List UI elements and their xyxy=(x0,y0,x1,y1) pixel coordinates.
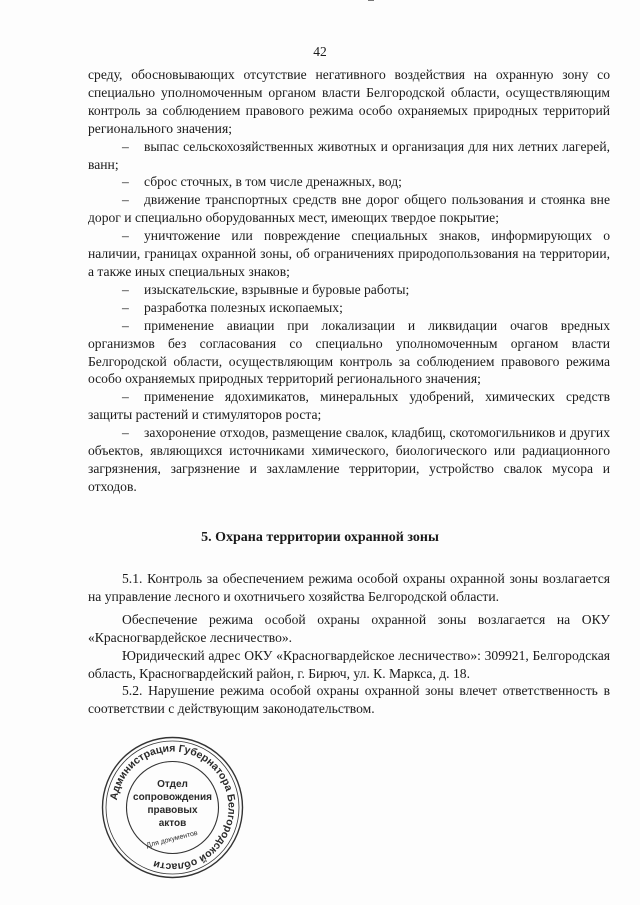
stamp-line: Отдел xyxy=(157,779,188,790)
stamp-line: актов xyxy=(158,818,187,829)
section-paragraph: 5.1. Контроль за обеспечением режима особой охраны охранной зоны возлагается на управление лесного и охотничьего хозяйства Белгородской области. xyxy=(88,571,610,604)
stamp-line: сопровождения xyxy=(133,792,212,803)
stamp-ring-text: Администрация Губернатора Белгородской области xyxy=(107,742,238,873)
page-number: 42 xyxy=(313,44,327,59)
official-stamp xyxy=(100,735,245,880)
stamp-seal-icon xyxy=(100,735,245,880)
scan-mark xyxy=(368,0,374,5)
paragraph: среду, обосновывающих отсутствие негативного воздействия на охранную зону со специально уполномоченным органом власти Белгородской области, осуществляющим контроль за соблюдением правового режима особо охраняемых природных территорий регионального значения; xyxy=(88,67,610,136)
body-text xyxy=(88,66,610,496)
list-item: – уничтожение или повреждение специальных знаков, информирующих о наличии, границах охранной зоны, об ограничениях природопользования на территории, а также иных специальных знаков; xyxy=(88,228,610,279)
list-item: – изыскательские, взрывные и буровые работы; xyxy=(122,281,410,297)
list-item: – разработка полезных ископаемых; xyxy=(122,299,343,315)
stamp-bottom-text: Для документов xyxy=(145,829,199,850)
stamp-line: правовых xyxy=(147,805,198,816)
section-paragraph: Юридический адрес ОКУ «Красногвардейское лесничество»: 309921, Белгородская область, Красногвардейский район, г. Бирюч, ул. К. Маркса, д. 18. xyxy=(88,647,610,681)
section-text xyxy=(88,570,610,718)
section-paragraph: Обеспечение режима особой охраны охранной зоны возлагается на ОКУ «Красногвардейское лесничество». xyxy=(88,611,610,645)
list-item: – применение авиации при локализации и ликвидации очагов вредных организмов без согласования со специально уполномоченным органом власти Белгородской области, осуществляющим контроль за соблюдением правового режима особо охраняемых природных территорий регионального значения; xyxy=(88,317,610,387)
list-item: – выпас сельскохозяйственных животных и организация для них летних лагерей, ванн; xyxy=(88,138,610,172)
section-title: 5. Охрана территории охранной зоны xyxy=(201,530,439,545)
list-item: – сброс сточных, в том числе дренажных, вод; xyxy=(122,174,402,190)
section-paragraph: 5.2. Нарушение режима особой охраны охранной зоны влечет ответственность в соответствии с действующим законодательством. xyxy=(88,683,610,717)
list-item: – захоронение отходов, размещение свалок, кладбищ, скотомогильников и других объектов, являющихся источниками химического, биологического или радиационного загрязнения, загрязнение и захламление территории, устройство свалок мусора и отходов. xyxy=(88,425,610,494)
list-item: – движение транспортных средств вне дорог общего пользования и стоянка вне дорог и специально оборудованных мест, имеющих твердое покрытие; xyxy=(88,192,610,226)
list-item: – применение ядохимикатов, минеральных удобрений, химических средств защиты растений и стимуляторов роста; xyxy=(88,389,610,423)
